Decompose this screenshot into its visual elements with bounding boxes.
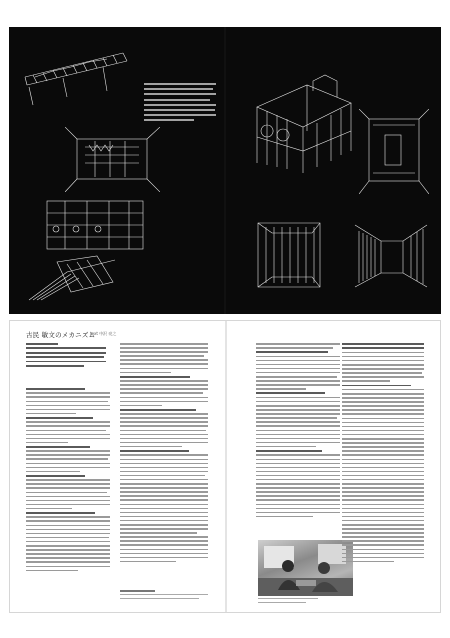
text-line xyxy=(120,417,208,419)
text-line xyxy=(144,109,215,111)
text-line xyxy=(120,532,197,534)
photo-figures xyxy=(258,540,353,596)
text-line xyxy=(256,351,328,353)
text-line xyxy=(342,528,424,530)
text-line xyxy=(144,93,216,95)
text-line xyxy=(342,540,424,542)
lead-paragraph xyxy=(26,343,106,369)
text-column-2 xyxy=(120,343,208,565)
text-line xyxy=(26,520,110,522)
text-line xyxy=(342,524,424,526)
text-line xyxy=(342,438,424,440)
text-line xyxy=(256,442,340,444)
sketch-room-interior xyxy=(65,127,160,192)
text-line xyxy=(26,425,110,427)
text-line xyxy=(26,392,110,394)
text-line xyxy=(120,524,208,526)
text-line xyxy=(342,450,424,452)
text-line xyxy=(342,471,424,473)
text-line xyxy=(120,384,208,386)
text-line xyxy=(26,561,110,563)
text-line xyxy=(256,376,337,378)
text-line xyxy=(256,409,340,411)
text-line xyxy=(342,409,424,411)
text-column-3 xyxy=(256,343,340,520)
text-line xyxy=(256,360,340,362)
text-line xyxy=(256,479,340,481)
text-line xyxy=(144,114,216,116)
text-line xyxy=(26,409,110,411)
text-line xyxy=(342,364,424,366)
text-line xyxy=(342,434,424,436)
article-byline: text 中沢 亮之 xyxy=(90,331,117,336)
text-line xyxy=(120,499,208,501)
text-line xyxy=(342,487,424,489)
text-line xyxy=(342,459,424,461)
text-line xyxy=(258,602,306,603)
text-line xyxy=(256,380,340,382)
text-line xyxy=(120,454,208,456)
text-line xyxy=(120,359,208,361)
text-line xyxy=(120,553,208,555)
text-line xyxy=(342,553,424,555)
text-line xyxy=(256,491,340,493)
text-line xyxy=(26,347,106,349)
text-line xyxy=(26,450,110,452)
text-line xyxy=(342,532,424,534)
text-line xyxy=(120,516,208,518)
text-line xyxy=(26,512,95,514)
text-line xyxy=(342,508,424,510)
text-line xyxy=(120,590,155,592)
text-line xyxy=(120,405,162,407)
text-line xyxy=(256,392,325,394)
text-line xyxy=(120,536,208,538)
text-line xyxy=(26,496,110,498)
text-column-1 xyxy=(26,388,110,574)
text-line xyxy=(26,454,110,456)
text-line xyxy=(342,385,411,387)
text-line xyxy=(120,401,208,403)
text-line xyxy=(256,421,340,423)
sketch-stairs-perspective xyxy=(27,252,117,304)
text-line xyxy=(342,347,424,349)
text-line xyxy=(26,471,80,473)
text-line xyxy=(120,347,208,349)
text-line xyxy=(256,347,333,349)
text-line xyxy=(26,458,108,460)
text-line xyxy=(256,459,340,461)
text-line xyxy=(256,504,340,506)
text-line xyxy=(26,467,110,469)
text-line xyxy=(342,389,424,391)
text-line xyxy=(26,525,110,527)
text-line xyxy=(342,413,424,415)
text-line xyxy=(342,430,424,432)
text-line xyxy=(120,594,208,595)
text-line xyxy=(26,570,78,572)
text-line xyxy=(256,475,340,477)
text-line xyxy=(256,471,340,473)
text-line xyxy=(256,356,340,358)
sketch-corridor-perspective xyxy=(351,221,431,291)
text-line xyxy=(256,425,340,427)
sketch-truss-bridge xyxy=(23,47,133,107)
text-line xyxy=(120,409,196,411)
text-line xyxy=(120,544,208,546)
text-line xyxy=(342,343,424,345)
photo-caption xyxy=(258,598,318,605)
text-line xyxy=(342,397,424,399)
text-line xyxy=(256,388,306,390)
text-line xyxy=(26,365,84,367)
text-line xyxy=(26,442,68,444)
text-line xyxy=(26,549,110,551)
text-line xyxy=(120,549,208,551)
text-line xyxy=(342,549,424,551)
text-line xyxy=(256,446,316,448)
text-line xyxy=(120,446,182,448)
text-line xyxy=(342,360,424,362)
text-line xyxy=(120,442,208,444)
text-line xyxy=(120,528,208,530)
text-line xyxy=(342,544,424,546)
text-line xyxy=(256,401,340,403)
text-line xyxy=(342,479,424,481)
text-line xyxy=(256,516,313,518)
text-line xyxy=(120,483,208,485)
sketch-spread xyxy=(9,27,441,314)
text-line xyxy=(256,495,340,497)
text-line xyxy=(256,413,340,415)
text-line xyxy=(256,450,322,452)
text-line xyxy=(26,492,107,494)
text-line xyxy=(256,417,337,419)
text-line xyxy=(342,393,424,395)
text-line xyxy=(342,418,424,420)
text-line xyxy=(256,430,340,432)
text-line xyxy=(144,104,216,106)
text-line xyxy=(342,405,424,407)
text-line xyxy=(144,83,216,85)
text-line xyxy=(342,495,424,497)
text-line xyxy=(342,483,424,485)
text-line xyxy=(120,425,208,427)
text-line xyxy=(144,99,210,101)
text-line xyxy=(342,376,424,378)
text-line xyxy=(26,352,106,354)
text-line xyxy=(342,557,424,559)
text-line xyxy=(120,343,208,345)
text-line xyxy=(26,483,110,485)
text-line xyxy=(144,88,213,90)
text-line xyxy=(120,392,203,394)
text-line xyxy=(342,352,424,354)
sketch-kitchen-elevation xyxy=(43,195,148,255)
text-line xyxy=(26,361,106,363)
intro-text-block xyxy=(144,83,216,127)
text-line xyxy=(120,363,208,365)
text-line xyxy=(120,475,205,477)
text-line xyxy=(26,537,109,539)
text-line xyxy=(26,396,110,398)
text-line xyxy=(120,421,208,423)
text-line xyxy=(26,446,90,448)
text-line xyxy=(26,529,110,531)
text-line xyxy=(26,417,93,419)
text-line xyxy=(120,467,208,469)
interview-photo xyxy=(258,540,353,596)
text-line xyxy=(26,438,110,440)
text-line xyxy=(120,388,208,390)
text-line xyxy=(256,487,340,489)
sketch-doorway-interior xyxy=(359,109,429,194)
text-line xyxy=(342,504,424,506)
text-line xyxy=(120,540,208,542)
text-line xyxy=(120,368,208,370)
text-line xyxy=(258,598,318,599)
text-line xyxy=(120,512,208,514)
text-line xyxy=(26,553,110,555)
text-line xyxy=(26,545,110,547)
text-line xyxy=(342,442,424,444)
text-line xyxy=(120,459,208,461)
text-line xyxy=(342,372,422,374)
text-line xyxy=(120,463,208,465)
text-line xyxy=(256,397,340,399)
article-heading: 古民 敏文のメカニズム xyxy=(26,331,96,339)
sketch-pavilion-perspective xyxy=(247,67,357,177)
text-line xyxy=(26,405,110,407)
text-line xyxy=(120,495,208,497)
text-line xyxy=(144,119,194,121)
text-line xyxy=(256,438,340,440)
text-line xyxy=(26,533,110,535)
footnote xyxy=(120,590,208,601)
text-line xyxy=(256,512,340,514)
text-line xyxy=(342,516,424,518)
text-line xyxy=(256,508,340,510)
text-line xyxy=(26,475,85,477)
text-line xyxy=(26,541,110,543)
text-line xyxy=(342,356,424,358)
text-line xyxy=(256,405,340,407)
text-line xyxy=(120,430,206,432)
sketch-shelving-perspective xyxy=(252,219,327,291)
text-line xyxy=(26,430,106,432)
text-line xyxy=(120,598,199,599)
text-line xyxy=(120,351,208,353)
text-line xyxy=(342,475,424,477)
text-line xyxy=(26,356,104,358)
text-line xyxy=(120,520,208,522)
text-line xyxy=(342,401,424,403)
text-line xyxy=(26,566,110,568)
text-line xyxy=(26,388,85,390)
text-line xyxy=(120,561,176,563)
text-line xyxy=(342,454,424,456)
text-line xyxy=(26,421,110,423)
text-line xyxy=(256,372,340,374)
text-line xyxy=(256,368,340,370)
spine-gutter xyxy=(225,321,227,612)
text-line xyxy=(342,467,424,469)
text-line xyxy=(26,463,110,465)
text-line xyxy=(120,372,171,374)
text-line xyxy=(120,355,204,357)
text-line xyxy=(342,512,424,514)
text-line xyxy=(256,454,340,456)
text-line xyxy=(120,557,208,559)
text-line xyxy=(256,343,340,345)
text-line xyxy=(120,397,208,399)
text-line xyxy=(26,343,58,345)
text-line xyxy=(256,467,340,469)
text-line xyxy=(342,520,424,522)
text-line xyxy=(26,508,72,510)
text-line xyxy=(256,499,340,501)
text-line xyxy=(342,463,424,465)
text-line xyxy=(26,401,108,403)
text-line xyxy=(26,500,110,502)
spine-gutter xyxy=(224,27,226,314)
text-line xyxy=(256,483,340,485)
text-line xyxy=(120,487,208,489)
text-line xyxy=(256,463,340,465)
text-line xyxy=(120,508,208,510)
text-line xyxy=(120,479,208,481)
text-line xyxy=(26,516,110,518)
text-line xyxy=(120,413,208,415)
text-line xyxy=(256,384,340,386)
text-line xyxy=(26,479,110,481)
text-line xyxy=(120,380,208,382)
text-line xyxy=(342,491,424,493)
text-line xyxy=(342,446,424,448)
text-line xyxy=(26,487,110,489)
text-line xyxy=(120,438,208,440)
text-line xyxy=(342,422,424,424)
text-line xyxy=(342,561,394,563)
text-line xyxy=(26,557,110,559)
text-line xyxy=(256,434,340,436)
text-line xyxy=(342,536,424,538)
text-line xyxy=(120,491,208,493)
text-line xyxy=(342,380,390,382)
text-line xyxy=(342,499,424,501)
text-line xyxy=(120,434,208,436)
text-line xyxy=(342,368,424,370)
text-line xyxy=(120,450,189,452)
text-line xyxy=(120,471,208,473)
text-line xyxy=(342,426,424,428)
text-line xyxy=(120,376,190,378)
text-line xyxy=(256,364,340,366)
text-line xyxy=(26,504,110,506)
text-line xyxy=(26,434,110,436)
text-column-4 xyxy=(342,343,424,565)
text-line xyxy=(120,504,208,506)
text-line xyxy=(26,413,76,415)
